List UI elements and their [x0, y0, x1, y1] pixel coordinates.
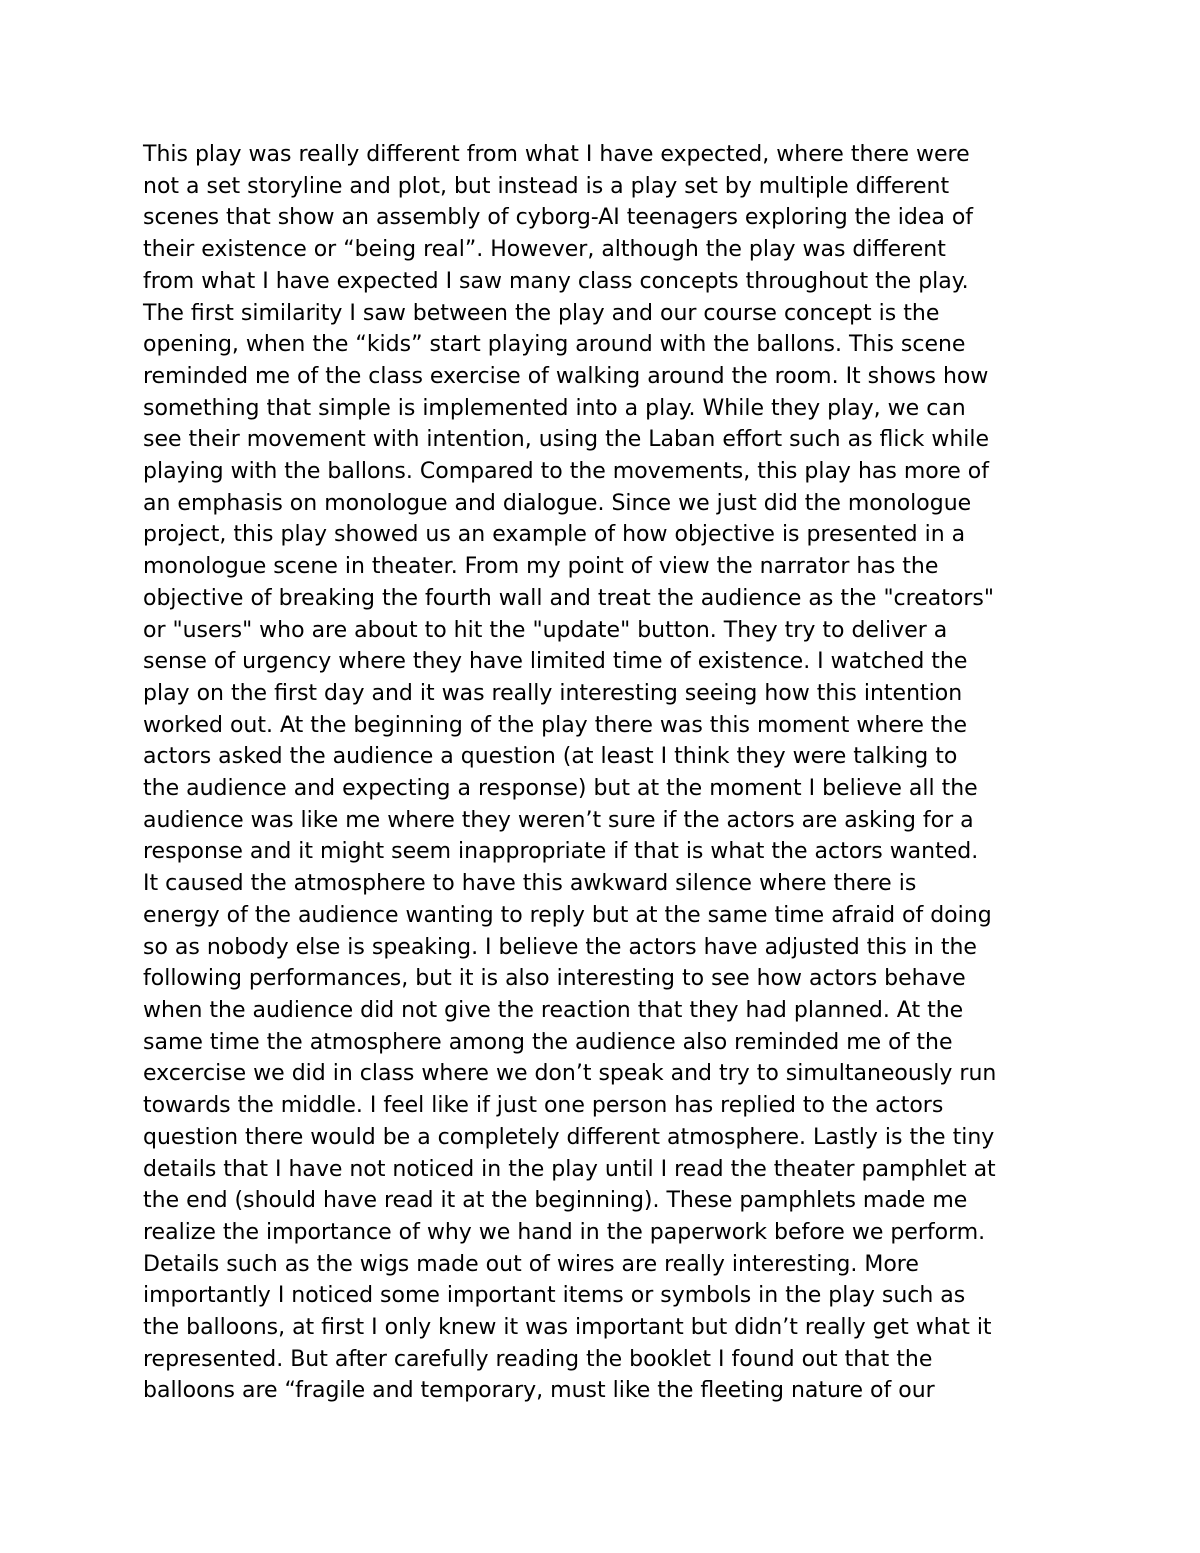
text-line: when the audience did not give the reaction that they had planned. At the: [143, 997, 964, 1023]
text-line: This play was really different from what I have expected, where there were: [143, 142, 970, 167]
text-line: reminded me of the class exercise of walking around the room. It shows how: [143, 363, 989, 389]
text-line: not a set storyline and plot, but instead is a play set by multiple different: [143, 173, 950, 199]
text-line: sense of urgency where they have limited time of existence. I watched the: [143, 649, 968, 675]
text-line: scenes that show an assembly of cyborg-AI teenagers exploring the idea of: [143, 205, 974, 231]
text-line: their existence or “being real”. However, although the play was different: [143, 237, 946, 263]
text-line: project, this play showed us an example of how objective is presented in a: [143, 522, 966, 548]
text-line: the balloons, at first I only knew it was important but didn’t really get what it: [143, 1315, 992, 1341]
text-line: It caused the atmosphere to have this awkward silence where there is: [143, 871, 917, 897]
text-line: actors asked the audience a question (at least I think they were talking to: [143, 744, 958, 770]
text-line: realize the importance of why we hand in the paperwork before we perform.: [143, 1219, 986, 1245]
text-line: Details such as the wigs made out of wires are really interesting. More: [143, 1251, 919, 1277]
text-line: objective of breaking the fourth wall and treat the audience as the "creators": [143, 585, 994, 611]
text-line: worked out. At the beginning of the play there was this moment where the: [143, 712, 968, 738]
text-line: balloons are “fragile and temporary, must like the fleeting nature of our: [143, 1378, 935, 1404]
text-line: from what I have expected I saw many class concepts throughout the play.: [143, 268, 969, 294]
text-line: importantly I noticed some important items or symbols in the play such as: [143, 1283, 966, 1309]
text-line: or "users" who are about to hit the "update" button. They try to deliver a: [143, 617, 948, 643]
text-line: following performances, but it is also interesting to see how actors behave: [143, 966, 966, 992]
text-line: something that simple is implemented into a play. While they play, we can: [143, 395, 966, 421]
text-line: towards the middle. I feel like if just one person has replied to the actors: [143, 1093, 944, 1119]
text-line: represented. But after carefully reading the booklet I found out that the: [143, 1346, 933, 1372]
text-line: energy of the audience wanting to reply but at the same time afraid of doing: [143, 902, 992, 928]
text-line: excercise we did in class where we don’t speak and try to simultaneously run: [143, 1061, 997, 1087]
text-line: same time the atmosphere among the audience also reminded me of the: [143, 1029, 953, 1055]
text-line: question there would be a completely different atmosphere. Lastly is the tiny: [143, 1124, 995, 1150]
text-line: response and it might seem inappropriate if that is what the actors wanted.: [143, 839, 979, 865]
body-paragraph: [143, 139, 1103, 1407]
text-line: an emphasis on monologue and dialogue. Since we just did the monologue: [143, 490, 972, 516]
text-line: the audience and expecting a response) but at the moment I believe all the: [143, 776, 978, 802]
text-line: monologue scene in theater. From my point of view the narrator has the: [143, 554, 939, 580]
text-line: audience was like me where they weren’t sure if the actors are asking for a: [143, 807, 974, 833]
text-line: playing with the ballons. Compared to the movements, this play has more of: [143, 459, 990, 485]
text-line: play on the first day and it was really interesting seeing how this intention: [143, 680, 963, 706]
text-line: so as nobody else is speaking. I believe the actors have adjusted this in the: [143, 934, 977, 960]
text-line: opening, when the “kids” start playing around with the ballons. This scene: [143, 332, 966, 358]
text-line: details that I have not noticed in the play until I read the theater pamphlet at: [143, 1156, 996, 1182]
text-line: The first similarity I saw between the play and our course concept is the: [143, 300, 940, 326]
text-line: the end (should have read it at the beginning). These pamphlets made me: [143, 1188, 968, 1214]
text-line: see their movement with intention, using the Laban effort such as flick while: [143, 427, 990, 453]
